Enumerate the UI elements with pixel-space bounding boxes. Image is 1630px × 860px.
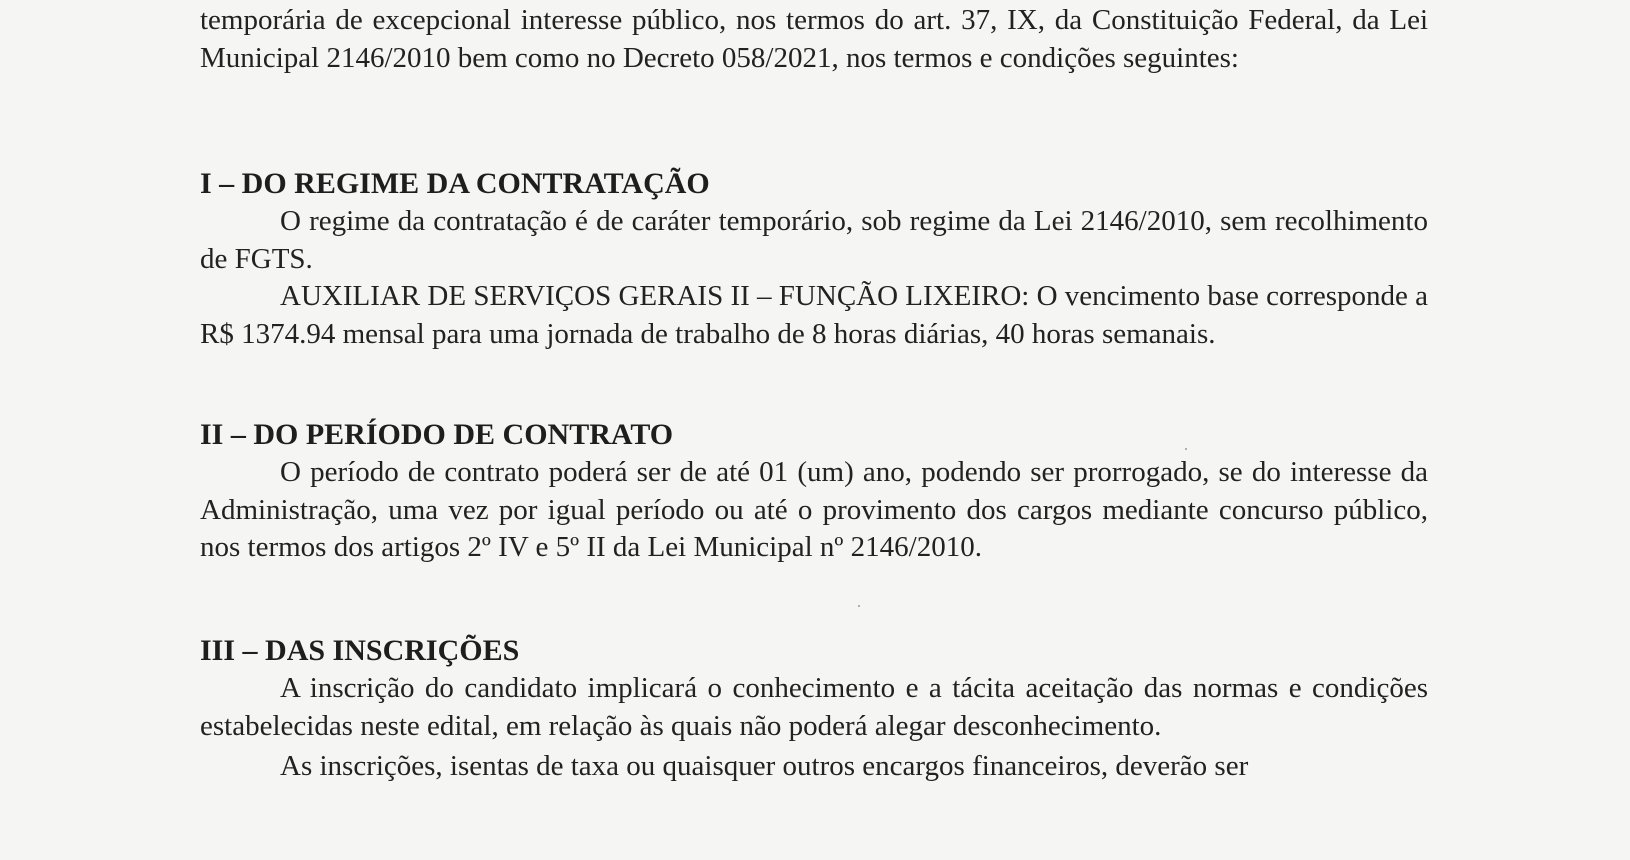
scan-speck bbox=[858, 605, 860, 607]
section-inscricoes bbox=[200, 632, 1428, 786]
section-heading: II – DO PERÍODO DE CONTRATO bbox=[200, 418, 674, 451]
section-heading: I – DO REGIME DA CONTRATAÇÃO bbox=[200, 167, 710, 200]
section-paragraph: O período de contrato poderá ser de até 01 (um) ano, podendo ser prorrogado, se do interesse da Administração, uma vez por igual período ou até o provimento dos cargos mediante concurso público, nos termos dos artigos 2º IV e 5º II da Lei Municipal nº 2146/2010. bbox=[200, 456, 1428, 563]
section-paragraph: AUXILIAR DE SERVIÇOS GERAIS II – FUNÇÃO LIXEIRO: O vencimento base corresponde a R$ 1374.94 mensal para uma jornada de trabalho de 8 horas diárias, 40 horas semanais. bbox=[200, 280, 1428, 350]
intro-block bbox=[200, 2, 1428, 77]
section-paragraph: A inscrição do candidato implicará o conhecimento e a tácita aceitação das normas e condições estabelecidas neste edital, em relação às quais não poderá alegar desconhecimento. bbox=[200, 672, 1428, 742]
scan-speck bbox=[1185, 448, 1187, 450]
section-paragraph: As inscrições, isentas de taxa ou quaisquer outros encargos financeiros, deverão ser bbox=[280, 750, 1249, 782]
section-paragraph: O regime da contratação é de caráter temporário, sob regime da Lei 2146/2010, sem recolhimento de FGTS. bbox=[200, 205, 1428, 275]
section-periodo bbox=[200, 416, 1428, 567]
intro-paragraph: temporária de excepcional interesse público, nos termos do art. 37, IX, da Constituição Federal, da Lei Municipal 2146/2010 bem como no Decreto 058/2021, nos termos e condições seguintes: bbox=[200, 4, 1428, 74]
section-heading: III – DAS INSCRIÇÕES bbox=[200, 634, 520, 667]
section-regime bbox=[200, 165, 1428, 353]
